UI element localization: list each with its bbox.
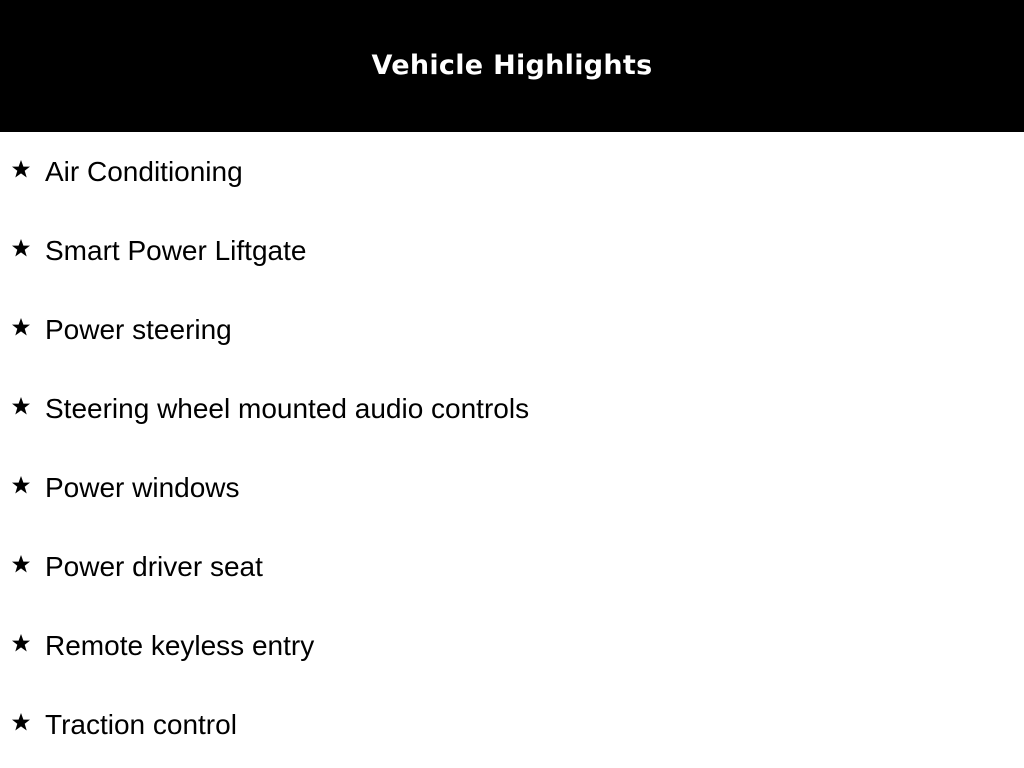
star-icon — [11, 396, 31, 416]
list-item — [0, 685, 1024, 764]
feature-list — [0, 132, 1024, 764]
star-icon — [11, 238, 31, 258]
page-title: Vehicle Highlights — [371, 49, 653, 81]
feature-label: Remote keyless entry — [45, 630, 315, 661]
list-item — [0, 132, 1024, 211]
feature-label: Traction control — [45, 709, 237, 740]
star-icon — [11, 159, 31, 179]
star-icon — [11, 475, 31, 495]
header-banner — [0, 0, 1024, 132]
list-item — [0, 606, 1024, 685]
star-icon — [11, 712, 31, 732]
list-item — [0, 290, 1024, 369]
feature-label: Power driver seat — [45, 551, 263, 582]
feature-label: Power windows — [45, 472, 240, 503]
feature-label: Smart Power Liftgate — [45, 235, 307, 266]
list-item — [0, 527, 1024, 606]
feature-label: Power steering — [45, 314, 232, 345]
list-item — [0, 211, 1024, 290]
star-icon — [11, 633, 31, 653]
list-item — [0, 448, 1024, 527]
feature-label: Air Conditioning — [45, 156, 243, 187]
star-icon — [11, 554, 31, 574]
list-item — [0, 369, 1024, 448]
star-icon — [11, 317, 31, 337]
feature-label: Steering wheel mounted audio controls — [45, 393, 530, 424]
